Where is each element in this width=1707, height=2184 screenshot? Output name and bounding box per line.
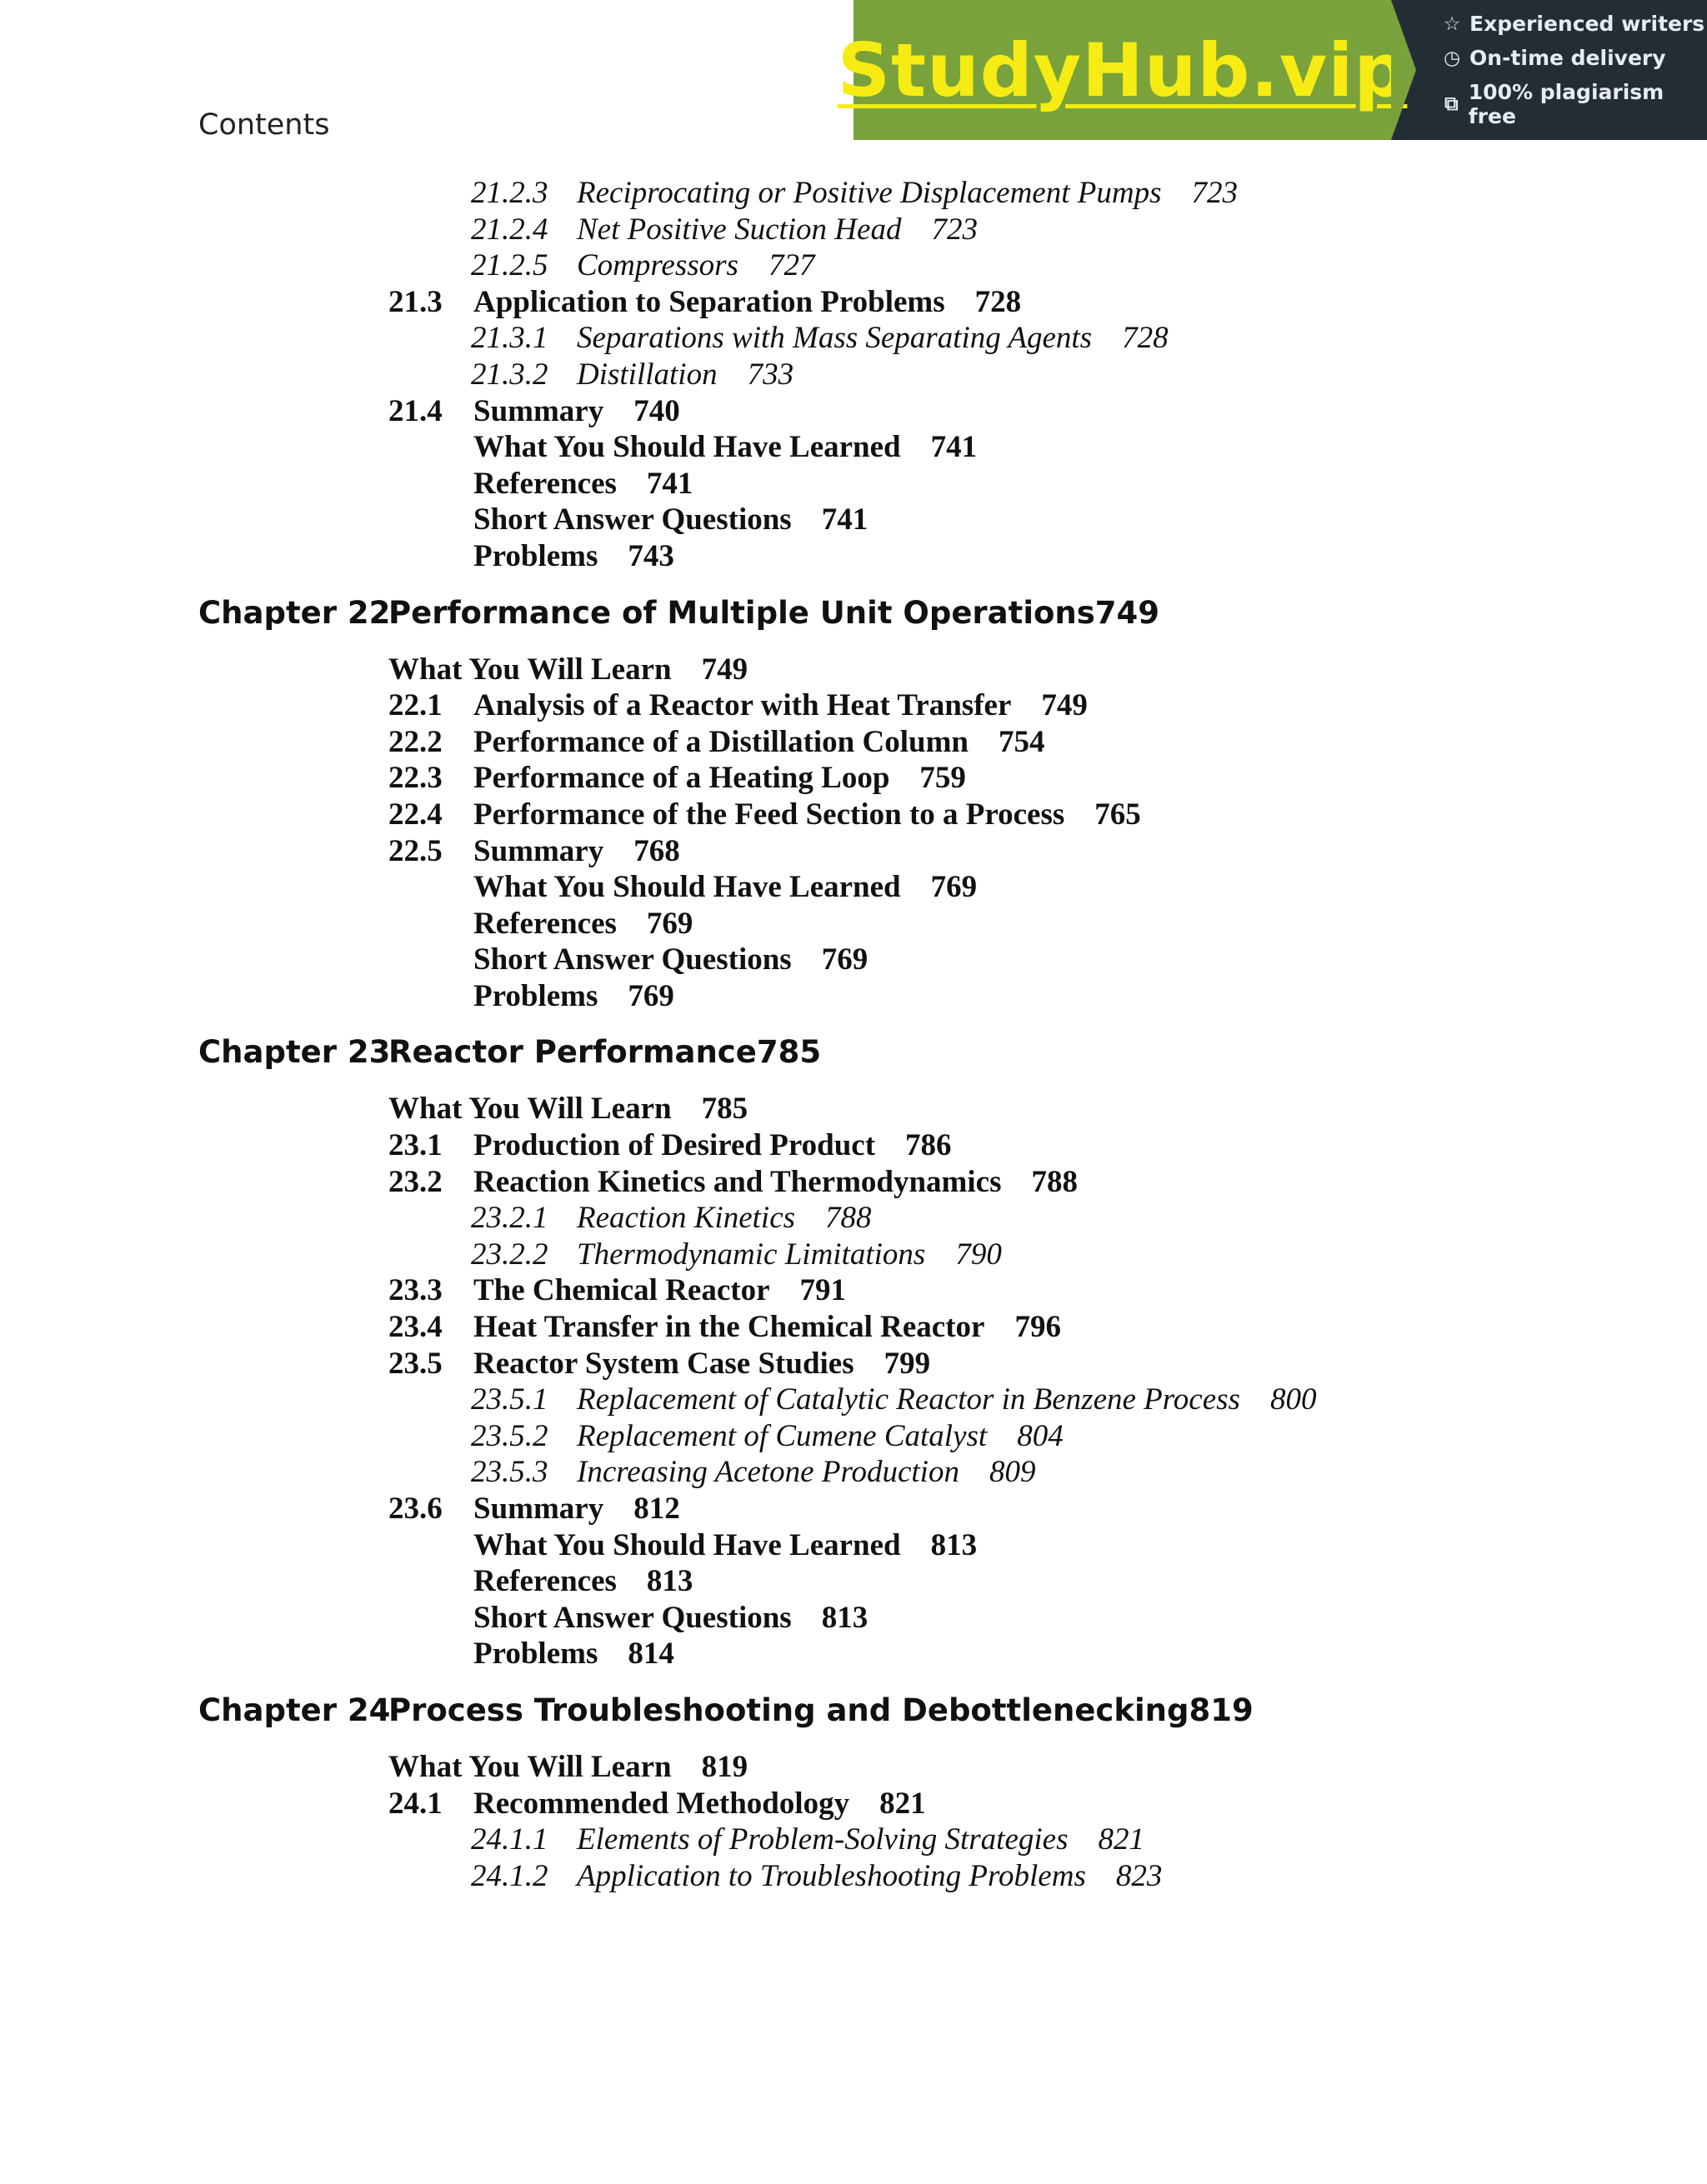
toc-entry[interactable]	[198, 1309, 1665, 1346]
entry-number: 21.2.5	[471, 248, 548, 283]
entry-page-number: 754	[998, 724, 1045, 759]
entry-page-number: 796	[1014, 1310, 1061, 1345]
entry-title-text: Analysis of a Reactor with Heat Transfer	[473, 688, 1012, 723]
entry-number: 22.2	[388, 724, 443, 759]
entry-title-text: Reactor System Case Studies	[473, 1346, 854, 1381]
entry-title	[473, 538, 674, 575]
entry-page-number: 804	[1017, 1418, 1064, 1453]
toc-entry[interactable]	[198, 538, 1665, 575]
entry-title-text: Replacement of Cumene Catalyst	[577, 1418, 988, 1453]
entry-title	[473, 393, 680, 430]
entry-title	[473, 797, 1141, 833]
entry-title	[473, 1786, 926, 1822]
entry-title-text: Short Answer Questions	[473, 502, 792, 537]
entry-title	[473, 942, 868, 978]
entry-title	[388, 1034, 821, 1070]
toc-entry[interactable]	[198, 1272, 1665, 1309]
entry-title-text: What You Should Have Learned	[473, 1527, 901, 1562]
chapter-heading[interactable]	[198, 1034, 1665, 1089]
toc-entry[interactable]	[198, 1237, 1665, 1273]
toc-entry[interactable]	[198, 1127, 1665, 1164]
toc-entry[interactable]	[198, 284, 1665, 321]
toc-entry[interactable]	[198, 1636, 1665, 1672]
entry-title	[577, 1200, 872, 1237]
toc-entry[interactable]	[198, 1858, 1665, 1895]
entry-page-number: 819	[1189, 1692, 1254, 1728]
toc-entry[interactable]	[198, 906, 1665, 942]
entry-title	[388, 595, 1159, 631]
entry-number: Chapter 24	[198, 1692, 391, 1728]
toc-entry[interactable]	[198, 687, 1665, 724]
entry-title	[473, 1491, 680, 1527]
entry-title	[388, 1091, 748, 1127]
entry-number: 23.3	[388, 1273, 443, 1308]
entry-page-number: 785	[701, 1092, 748, 1127]
entry-title	[577, 247, 814, 284]
entry-page-number: 813	[930, 1527, 978, 1562]
entry-title	[473, 1600, 868, 1637]
entry-title	[388, 652, 748, 688]
entry-title	[473, 760, 966, 797]
entry-title-text: The Chemical Reactor	[473, 1273, 770, 1308]
entry-number: 23.2.1	[471, 1201, 548, 1236]
entry-title-text: Summary	[473, 833, 604, 868]
entry-title-text: References	[473, 466, 617, 501]
studyhub-banner[interactable]	[837, 0, 1707, 140]
entry-title	[473, 284, 1021, 321]
entry-page-number: 728	[1122, 321, 1169, 356]
toc-entry[interactable]	[198, 175, 1665, 212]
entry-title-text: Thermodynamic Limitations	[577, 1237, 926, 1272]
entry-title-text: References	[473, 906, 617, 941]
entry-number: 23.5	[388, 1346, 443, 1381]
entry-title-text: What You Will Learn	[388, 652, 672, 687]
entry-title	[473, 833, 680, 870]
entry-title-text: Heat Transfer in the Chemical Reactor	[473, 1310, 985, 1345]
toc-entry[interactable]	[198, 1749, 1665, 1786]
entry-number: 23.2.2	[471, 1237, 548, 1272]
entry-title-text: Problems	[473, 538, 598, 573]
entry-number: 23.2	[388, 1164, 443, 1199]
entry-number: 22.4	[388, 797, 443, 832]
entry-title-text: What You Should Have Learned	[473, 870, 901, 905]
banner-features	[1391, 0, 1707, 140]
entry-page-number: 733	[747, 357, 794, 392]
entry-title	[577, 175, 1238, 212]
entry-page-number: 723	[931, 212, 978, 247]
entry-page-number: 788	[1031, 1164, 1078, 1199]
entry-title-text: Performance of the Feed Section to a Process	[473, 797, 1065, 832]
star-icon: ☆	[1443, 12, 1461, 35]
entry-page-number: 727	[768, 248, 815, 283]
entry-number: 23.6	[388, 1492, 443, 1526]
toc-entry[interactable]	[198, 652, 1665, 688]
feature-on-time-delivery	[1441, 46, 1707, 70]
entry-page-number: 728	[974, 284, 1022, 319]
entry-page-number: 741	[930, 430, 978, 465]
entry-number: Chapter 22	[198, 594, 391, 631]
entry-title-text: Reaction Kinetics and Thermodynamics	[473, 1164, 1002, 1199]
entry-page-number: 759	[919, 761, 966, 796]
entry-title-text: What You Will Learn	[388, 1749, 672, 1784]
entry-title-text: Increasing Acetone Production	[577, 1455, 959, 1490]
entry-number: 23.5.3	[471, 1455, 548, 1490]
toc-entry[interactable]	[198, 466, 1665, 502]
entry-page-number: 769	[821, 942, 869, 977]
entry-page-number: 812	[633, 1492, 680, 1526]
studyhub-logo[interactable]	[837, 0, 1408, 140]
toc-entry[interactable]	[198, 1091, 1665, 1127]
entry-title	[473, 502, 868, 538]
entry-title	[473, 1164, 1078, 1201]
entry-page-number: 813	[821, 1600, 869, 1635]
entry-number: 24.1.1	[471, 1822, 548, 1857]
entry-page-number: 786	[905, 1128, 952, 1163]
entry-number: 23.1	[388, 1128, 443, 1163]
entry-page-number: 823	[1115, 1858, 1163, 1893]
entry-title-text: Recommended Methodology	[473, 1786, 850, 1821]
entry-page-number: 799	[884, 1346, 931, 1381]
entry-title-text: Short Answer Questions	[473, 942, 792, 977]
entry-page-number: 743	[628, 538, 674, 573]
entry-page-number: 769	[628, 978, 674, 1013]
entry-page-number: 819	[701, 1749, 748, 1784]
entry-number: 23.5.2	[471, 1418, 548, 1453]
entry-title-text: Application to Separation Problems	[473, 284, 945, 319]
entry-title	[577, 357, 793, 393]
entry-title	[577, 1454, 1035, 1491]
toc-entry[interactable]	[198, 1454, 1665, 1491]
entry-title-text: References	[473, 1564, 617, 1599]
entry-title	[473, 906, 693, 942]
entry-number: 24.1	[388, 1786, 443, 1821]
entry-title	[473, 1272, 846, 1309]
toc-entry[interactable]	[198, 869, 1665, 906]
entry-number: 21.2.3	[471, 176, 548, 210]
entry-number: Chapter 23	[198, 1034, 391, 1071]
toc-entry[interactable]	[198, 1786, 1665, 1822]
toc-entry[interactable]	[198, 833, 1665, 870]
entry-page-number: 788	[825, 1201, 872, 1236]
entry-title-text: Problems	[473, 1637, 598, 1672]
toc-entry[interactable]	[198, 247, 1665, 284]
entry-page-number: 749	[701, 652, 748, 687]
entry-title-text: Performance of a Distillation Column	[473, 724, 969, 759]
entry-page-number: 821	[1098, 1822, 1144, 1857]
chapter-heading[interactable]	[198, 1692, 1665, 1747]
entry-title	[577, 1858, 1162, 1895]
entry-title	[473, 1346, 930, 1382]
toc-entry[interactable]	[198, 1491, 1665, 1527]
studyhub-logo-text: StudyHub.vip	[837, 27, 1408, 113]
entry-number: 21.3	[388, 284, 443, 319]
entry-title	[473, 429, 977, 466]
entry-title-text: Process Troubleshooting and Debottlenecking	[388, 1692, 1189, 1728]
entry-page-number: 769	[930, 870, 978, 905]
entry-title-text: Short Answer Questions	[473, 1600, 792, 1635]
page-header: Contents	[198, 108, 330, 142]
entry-title-text: Application to Troubleshooting Problems	[577, 1858, 1086, 1893]
toc-entry[interactable]	[198, 212, 1665, 248]
entry-title	[473, 869, 977, 906]
entry-title	[473, 466, 693, 502]
entry-title	[388, 1692, 1254, 1728]
entry-title	[577, 212, 978, 248]
entry-page-number: 749	[1094, 594, 1160, 631]
toc-entry[interactable]	[198, 1200, 1665, 1237]
toc-entry[interactable]	[198, 429, 1665, 466]
entry-number: 23.5.1	[471, 1382, 548, 1417]
entry-title-text: Distillation	[577, 357, 718, 392]
entry-title-text: Summary	[473, 393, 604, 428]
chapter-heading[interactable]	[198, 595, 1665, 650]
entry-page-number: 790	[955, 1237, 1002, 1272]
entry-number: 21.4	[388, 393, 443, 428]
toc-entry[interactable]	[198, 760, 1665, 797]
entry-title-text: Problems	[473, 978, 598, 1013]
entry-page-number: 768	[633, 833, 680, 868]
toc-entry[interactable]	[198, 393, 1665, 430]
entry-title	[577, 1418, 1064, 1455]
entry-title-text: Summary	[473, 1492, 604, 1526]
toc-entry[interactable]	[198, 978, 1665, 1015]
entry-page-number: 740	[633, 393, 680, 428]
toc-entry[interactable]	[198, 797, 1665, 833]
entry-title-text: Reactor Performance	[388, 1034, 757, 1071]
entry-title	[473, 687, 1088, 724]
entry-page-number: 723	[1191, 176, 1238, 210]
entry-title	[473, 1563, 693, 1600]
toc-entry[interactable]	[198, 1346, 1665, 1382]
toc-entry[interactable]	[198, 1600, 1665, 1637]
toc-entry[interactable]	[198, 1527, 1665, 1564]
toc-entry[interactable]	[198, 502, 1665, 538]
clock-icon: ◷	[1443, 47, 1461, 69]
entry-number: 22.5	[388, 833, 443, 868]
entry-page-number: 791	[799, 1273, 847, 1308]
feature-plagiarism-free	[1441, 80, 1707, 128]
toc-entry[interactable]	[198, 724, 1665, 761]
entry-title-text: What You Will Learn	[388, 1092, 672, 1127]
entry-page-number: 769	[646, 906, 693, 941]
entry-title	[577, 1382, 1316, 1418]
toc-entry[interactable]	[198, 357, 1665, 393]
entry-page-number: 813	[646, 1564, 693, 1599]
entry-title-text: Elements of Problem-Solving Strategies	[577, 1822, 1069, 1857]
entry-title	[473, 1127, 952, 1164]
entry-title-text: Separations with Mass Separating Agents	[577, 321, 1093, 356]
entry-number: 21.3.2	[471, 357, 548, 392]
toc-entry[interactable]	[198, 1418, 1665, 1455]
entry-title	[473, 1309, 1061, 1346]
entry-title-text: What You Should Have Learned	[473, 430, 901, 465]
entry-number: 23.4	[388, 1310, 443, 1345]
entry-page-number: 765	[1094, 797, 1141, 832]
feature-label: 100% plagiarism free	[1468, 80, 1664, 128]
toc-entry[interactable]	[198, 1382, 1665, 1418]
entry-title	[473, 1636, 674, 1672]
entry-number: 22.3	[388, 761, 443, 796]
entry-number: 22.1	[388, 688, 443, 723]
entry-page-number: 741	[821, 502, 869, 537]
entry-title-text: Production of Desired Product	[473, 1128, 876, 1163]
entry-title	[577, 1237, 1002, 1273]
entry-title	[577, 320, 1169, 357]
entry-page-number: 749	[1041, 688, 1088, 723]
entry-title	[473, 1527, 977, 1564]
entry-title-text: Net Positive Suction Head	[577, 212, 902, 247]
entry-page-number: 809	[989, 1455, 1036, 1490]
toc-entry[interactable]	[198, 1563, 1665, 1600]
feature-label: On-time delivery	[1469, 46, 1666, 70]
table-of-contents	[198, 175, 1665, 1894]
entry-title	[473, 724, 1044, 761]
toc-entry[interactable]	[198, 1822, 1665, 1858]
entry-page-number: 800	[1269, 1382, 1317, 1417]
entry-title-text: Reciprocating or Positive Displacement Pumps	[577, 176, 1162, 210]
entry-page-number: 821	[879, 1786, 926, 1821]
toc-entry[interactable]	[198, 320, 1665, 357]
entry-title-text: Replacement of Catalytic Reactor in Benzene Process	[577, 1382, 1240, 1417]
feature-label: Experienced writers	[1469, 12, 1705, 36]
entry-page-number: 785	[756, 1034, 822, 1071]
entry-title	[577, 1822, 1144, 1858]
entry-title	[388, 1749, 748, 1786]
entry-page-number: 741	[646, 466, 693, 501]
entry-number: 21.3.1	[471, 321, 548, 356]
entry-title	[473, 978, 674, 1015]
entry-title-text: Performance of a Heating Loop	[473, 761, 890, 796]
copy-icon: ⧉	[1444, 93, 1459, 115]
toc-entry[interactable]	[198, 1164, 1665, 1201]
feature-experienced-writers	[1441, 12, 1707, 36]
toc-entry[interactable]	[198, 942, 1665, 978]
entry-number: 21.2.4	[471, 212, 548, 247]
entry-page-number: 814	[628, 1637, 674, 1672]
entry-number: 24.1.2	[471, 1858, 548, 1893]
entry-title-text: Compressors	[577, 248, 738, 283]
entry-title-text: Reaction Kinetics	[577, 1201, 796, 1236]
entry-title-text: Performance of Multiple Unit Operations	[388, 594, 1095, 631]
